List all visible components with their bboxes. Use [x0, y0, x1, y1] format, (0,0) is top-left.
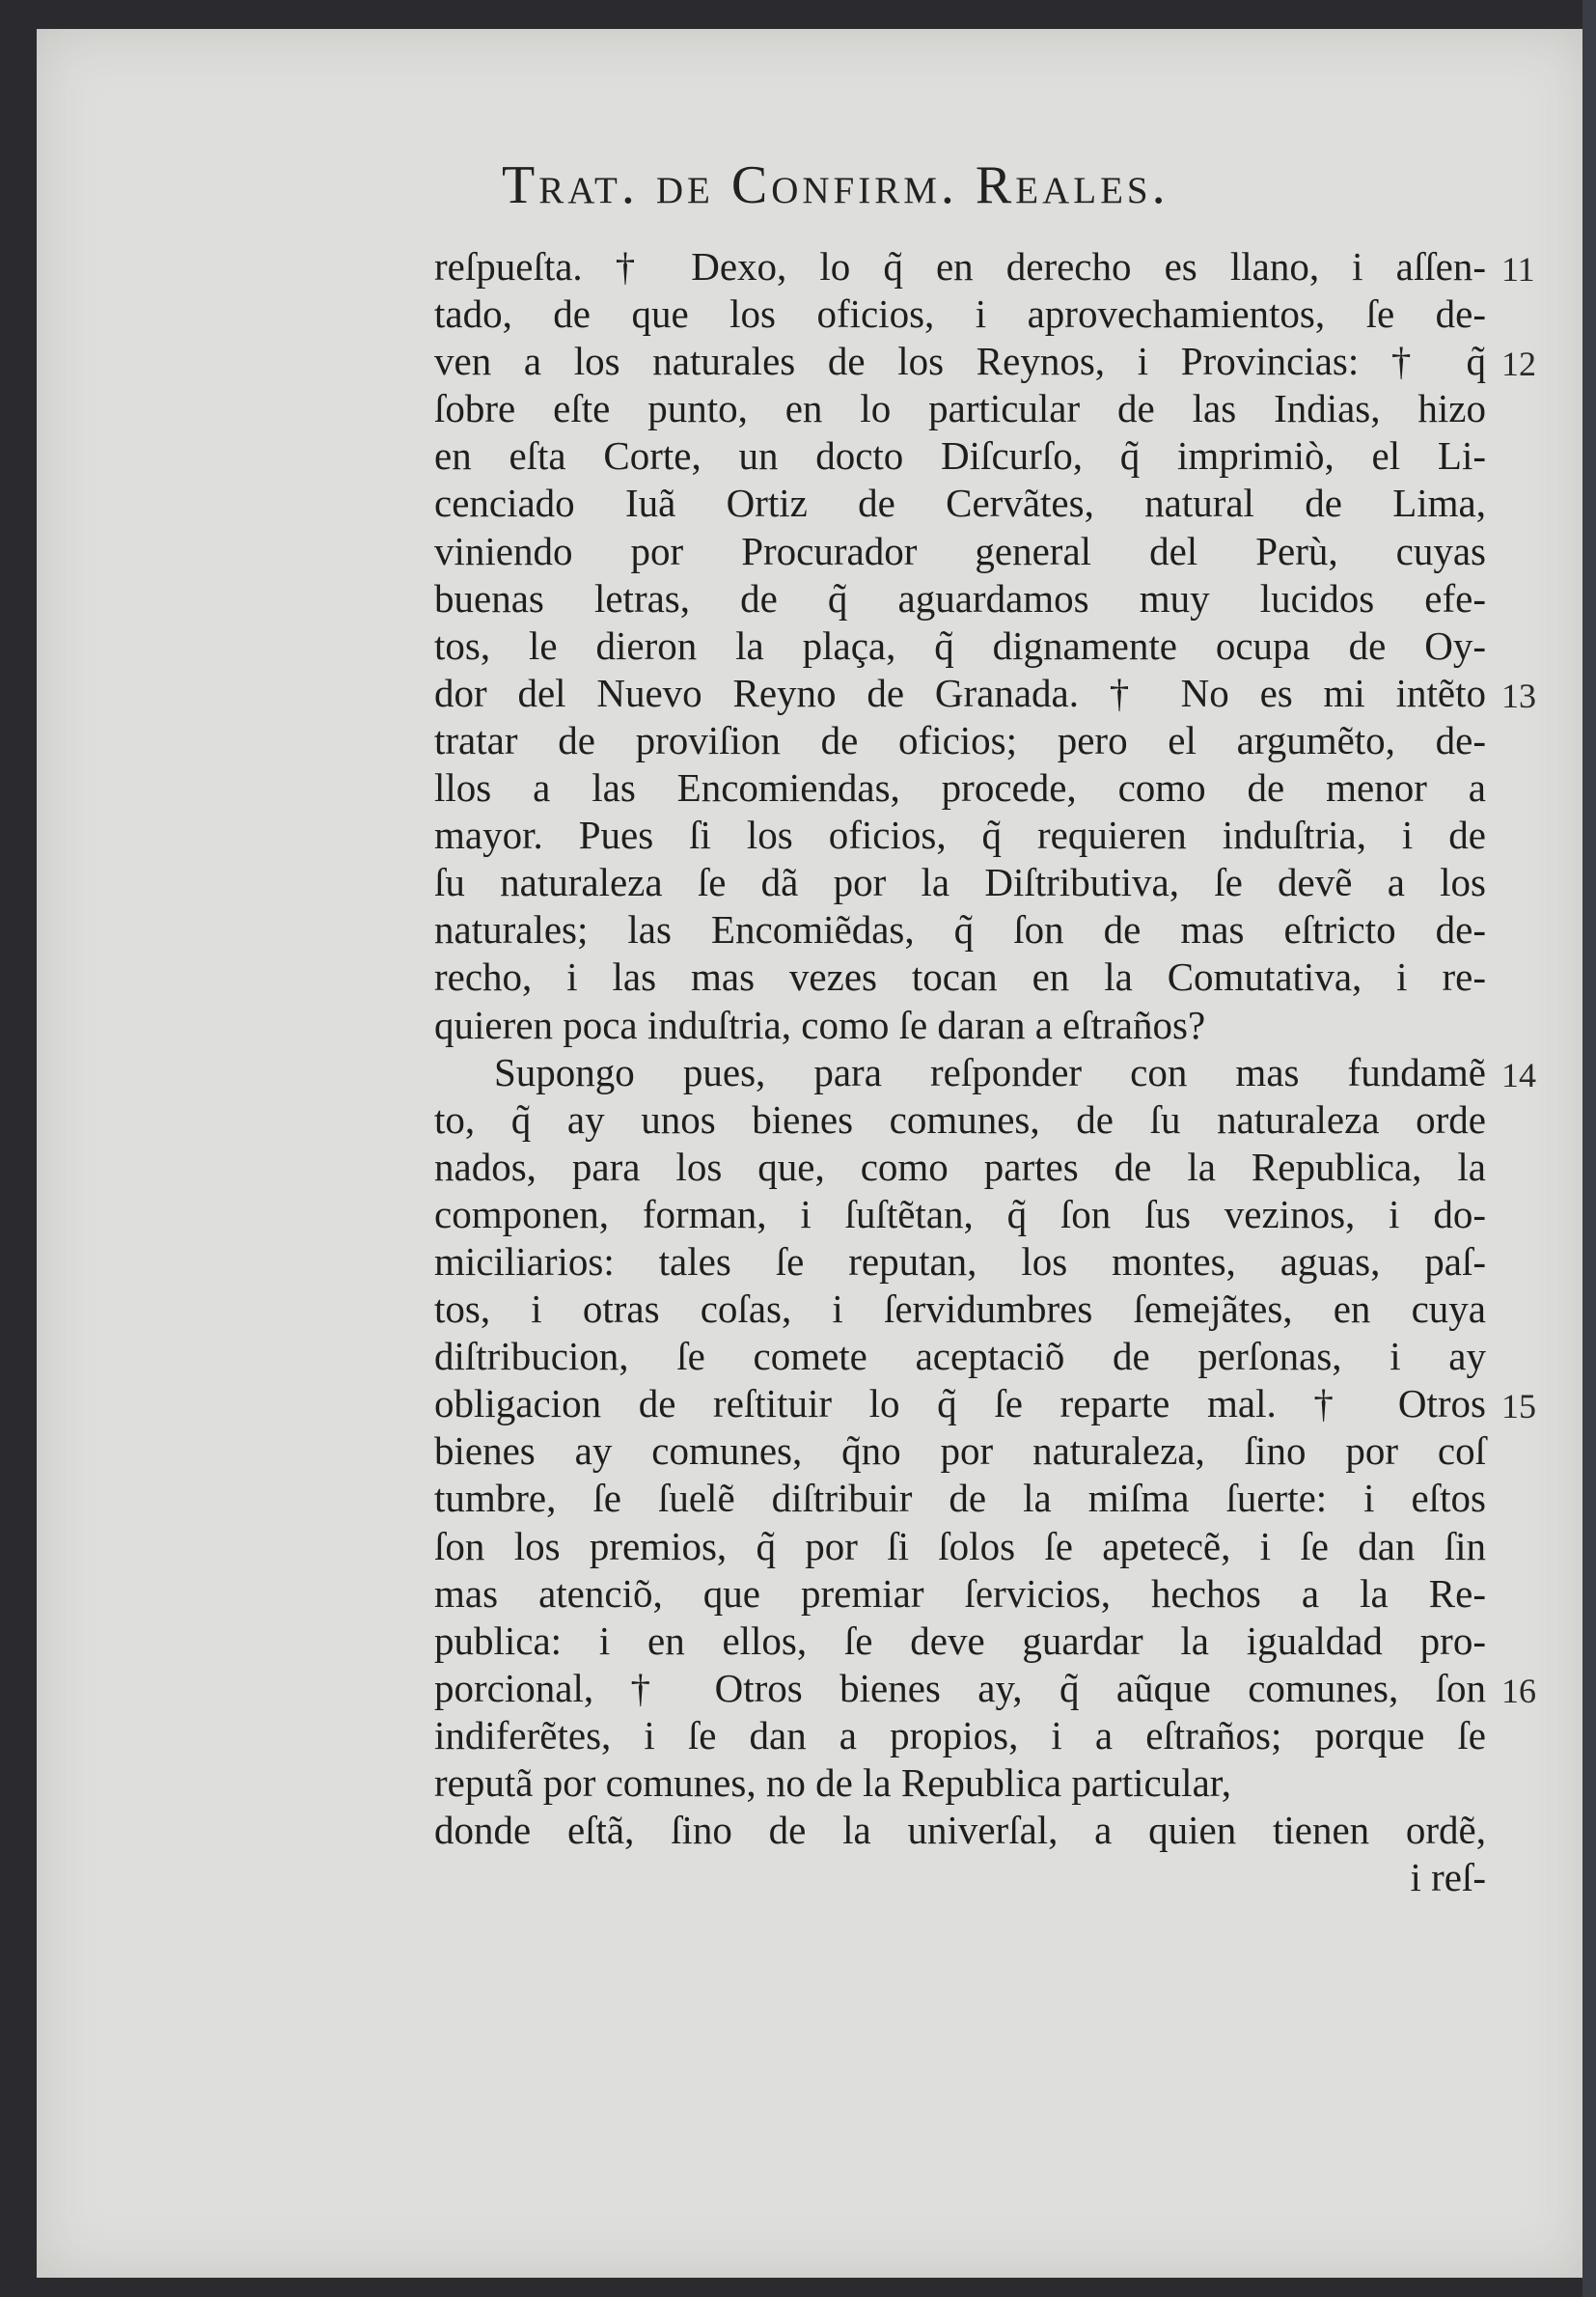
text-line: mas atenciõ, que premiar ſervicios, hechos a la Re- — [434, 1570, 1486, 1616]
margin-number: 13 — [1501, 676, 1536, 715]
text-line: tado, de que los oficios, i aprovechamientos, ſe de- — [434, 291, 1486, 337]
text-line: recho, i las mas vezes tocan en la Comutativa, i re- — [434, 955, 1486, 1000]
text-line: quieren poca induſtria, como ſe daran a eſtraños? — [434, 1002, 1206, 1047]
text-line: i reſ- — [1410, 1855, 1486, 1900]
margin-number: 14 — [1501, 1055, 1536, 1094]
text-line: llos a las Encomiendas, procede, como de menor a — [434, 765, 1486, 811]
text-line: miciliarios: tales ſe reputan, los montes, aguas, paſ- — [434, 1238, 1486, 1284]
text-line: reputã por comunes, no de la Republica particular, — [434, 1760, 1232, 1805]
page-edge — [1582, 0, 1596, 2297]
margin-number: 11 — [1501, 250, 1535, 289]
text-line: ſon los premios, q̃ por ſi ſolos ſe apetecẽ, i ſe dan ſin — [434, 1523, 1486, 1568]
text-line: donde eſtã, ſino de la univerſal, a quien tienen ordẽ, — [434, 1808, 1486, 1853]
text-line: tratar de proviſion de oficios; pero el argumẽto, de- — [434, 717, 1486, 762]
text-line: indiferẽtes, i ſe dan a propios, i a eſtraños; porque ſe — [434, 1712, 1486, 1757]
margin-number: 12 — [1501, 345, 1536, 384]
text-line: Supongo pues, para reſponder con mas fundamẽ — [494, 1049, 1486, 1094]
text-line: viniendo por Procurador general del Perù, cuyas — [434, 528, 1486, 573]
text-line: dor del Nuevo Reyno de Granada. † No es mi intẽto — [434, 670, 1486, 715]
text-line: porcional, † Otros bienes ay, q̃ aũque comunes, ſon — [434, 1665, 1486, 1710]
text-line: componen, forman, i ſuſtẽtan, q̃ ſon ſus vezinos, i do- — [434, 1191, 1486, 1236]
text-line: cenciado Iuã Ortiz de Cervãtes, natural de Lima, — [434, 481, 1486, 526]
text-line: reſpueſta. † Dexo, lo q̃ en derecho es llano, i aſſen- — [434, 244, 1486, 289]
text-line: tos, i otras coſas, i ſervidumbres ſemejãtes, en cuya — [434, 1287, 1486, 1332]
text-line: en eſta Corte, un docto Diſcurſo, q̃ imprimiò, el Li- — [434, 433, 1486, 479]
text-line: tumbre, ſe ſuelẽ diſtribuir de la miſma ſuerte: i eſtos — [434, 1476, 1486, 1521]
text-line: publica: i en ellos, ſe deve guardar la igualdad pro- — [434, 1618, 1486, 1663]
text-line: mayor. Pues ſi los oficios, q̃ requieren induſtria, i de — [434, 813, 1486, 858]
text-line: naturales; las Encomiẽdas, q̃ ſon de mas eſtricto de- — [434, 907, 1486, 953]
text-line: ven a los naturales de los Reynos, i Provincias: † q̃ — [434, 339, 1486, 384]
text-line: to, q̃ ay unos bienes comunes, de ſu naturaleza orde — [434, 1096, 1486, 1142]
text-line: ſobre eſte punto, en lo particular de las Indias, hizo — [434, 386, 1486, 431]
text-line: ſu naturaleza ſe dã por la Diſtributiva, ſe devẽ a los — [434, 860, 1486, 905]
text-line: bienes ay comunes, q̃no por naturaleza, ſino por coſ — [434, 1428, 1486, 1474]
running-head: Trat. de Confirm. Reales. — [502, 155, 1169, 215]
text-line: nados, para los que, como partes de la Republica, la — [434, 1144, 1486, 1189]
margin-number: 16 — [1501, 1672, 1536, 1710]
margin-number: 15 — [1501, 1387, 1536, 1426]
text-line: diſtribucion, ſe comete aceptaciõ de perſonas, i ay — [434, 1334, 1486, 1379]
body-text — [434, 243, 1486, 1901]
text-line: obligacion de reſtituir lo q̃ ſe reparte mal. † Otros — [434, 1381, 1486, 1426]
text-line: tos, le dieron la plaça, q̃ dignamente ocupa de Oy- — [434, 623, 1486, 668]
text-line: buenas letras, de q̃ aguardamos muy lucidos efe- — [434, 575, 1486, 621]
